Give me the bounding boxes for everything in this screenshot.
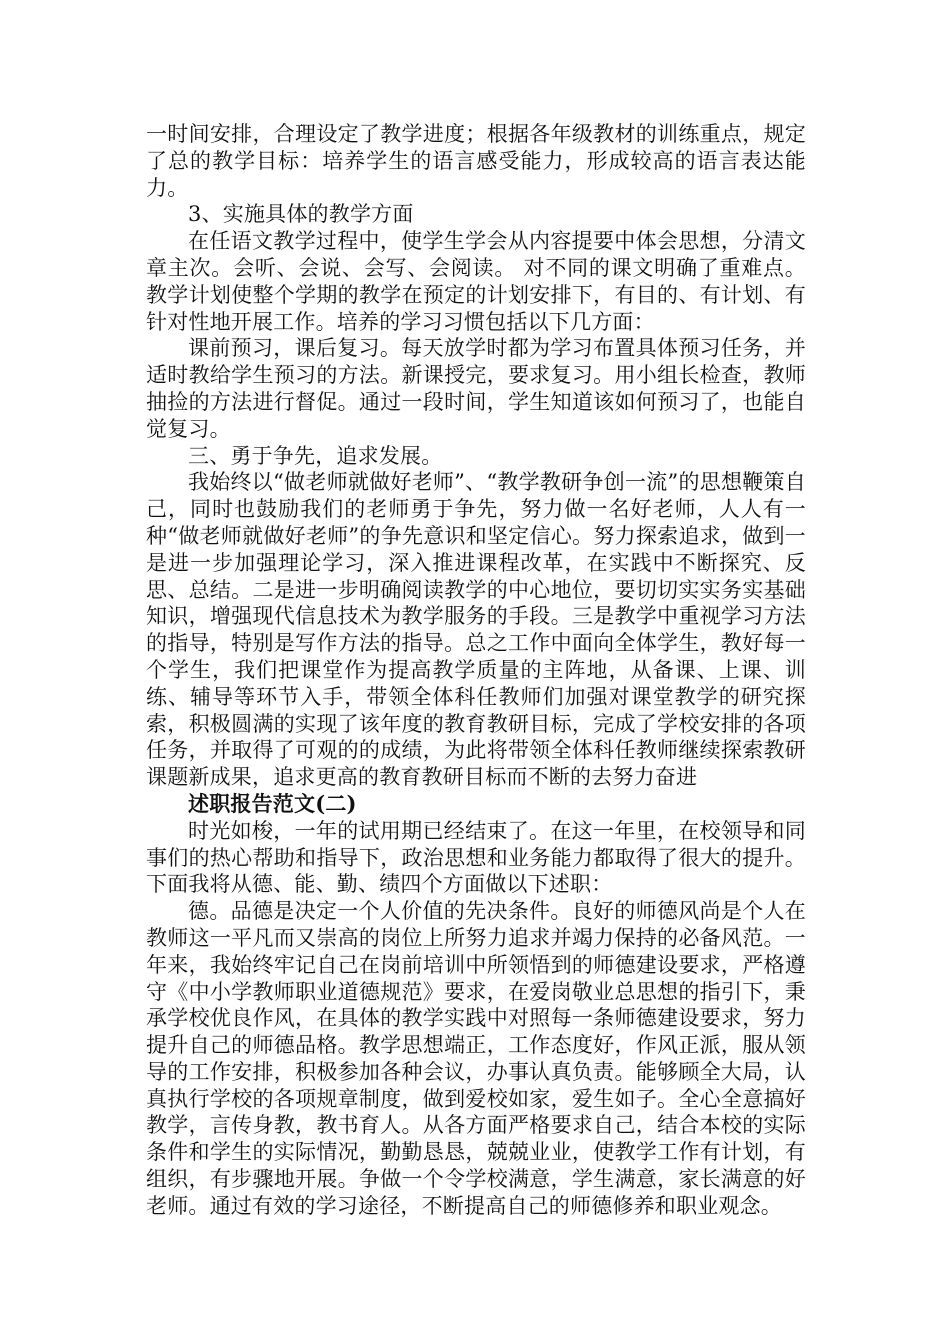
paragraph: 德。品德是决定一个人价值的先决条件。良好的师德风尚是个人在教师这一平凡而又崇高的岗位上所努力追求并竭力保持的必备风范。一年来，我始终牢记自己在岗前培训中所领悟到的师德建设要求，严格遵守《中小学教师职业道德规范》要求，在爱岗敬业总思想的指引下，秉承学校优良作风，在具体的教学实践中对照每一条师德建设要求，努力提升自己的师德品格。教学思想端正，工作态度好，作风正派，服从领导的工作安排，积极参加各种会议，办事认真负责。能够顾全大局，认真执行学校的各项规章制度，做到爱校如家，爱生如子。全心全意搞好教学，言传身教，教书育人。从各方面严格要求自己，结合本校的实际条件和学生的实际情况，勤勤恳恳，兢兢业业，使教学工作有计划，有组织，有步骤地开展。争做一个令学校满意，学生满意，家长满意的好老师。通过有效的学习途径，不断提高自己的师德修养和职业观念。 — [146, 899, 806, 1218]
paragraph: 一时间安排，合理设定了教学进度；根据各年级教材的训练重点，规定了总的教学目标：培养学生的语言感受能力，形成较高的语言表达能力。 — [146, 122, 806, 200]
paragraph: 时光如梭，一年的试用期已经结束了。在这一年里，在校领导和同事们的热心帮助和指导下，政治思想和业务能力都取得了很大的提升。下面我将从德、能、勤、绩四个方面做以下述职： — [146, 818, 806, 897]
paragraph: 在任语文教学过程中，使学生学会从内容提要中体会思想，分清文章主次。会听、会说、会写、会阅读。 对不同的课文明确了重难点。教学计划使整个学期的教学在预定的计划安排下，有目的、有计划、有针对性地开展工作。培养的学习习惯包括以下几方面： — [146, 229, 806, 334]
paragraph: 三、勇于争先，追求发展。 — [188, 443, 443, 468]
document-page — [146, 121, 806, 1220]
paragraph: 课前预习，课后复习。每天放学时都为学习布置具体预习任务，并适时教给学生预习的方法。新课授完，要求复习。用小组长检查，教师抽捡的方法进行督促。通过一段时间，学生知道该如何预习了，也能自觉复习。 — [146, 336, 806, 441]
paragraph: 3、实施具体的教学方面 — [188, 202, 414, 227]
paragraph: 我始终以“做老师就做好老师”、“教学教研争创一流”的思想鞭策自己，同时也鼓励我们的老师勇于争先，努力做一名好老师，人人有一种“做老师就做好老师”的争先意识和坚定信心。努力探索追求，做到一是进一步加强理论学习，深入推进课程改革，在实践中不断探究、反思、总结。二是进一步明确阅读教学的中心地位，要切切实实务实基础知识，增强现代信息技术为教学服务的手段。三是教学中重视学习方法的指导，特别是写作方法的指导。总之工作中面向全体学生，教好每一个学生，我们把课堂作为提高教学质量的主阵地，从备课、上课、训练、辅导等环节入手，带领全体科任教师们加强对课堂教学的研究探索，积极圆满的实现了该年度的教育教研目标，完成了学校安排的各项任务，并取得了可观的的成绩，为此将带领全体科任教师继续探索教研课题新成果，追求更高的教育教研目标而不断的去努力奋进 — [146, 470, 806, 790]
section-heading: 述职报告范文(二) — [188, 790, 357, 816]
